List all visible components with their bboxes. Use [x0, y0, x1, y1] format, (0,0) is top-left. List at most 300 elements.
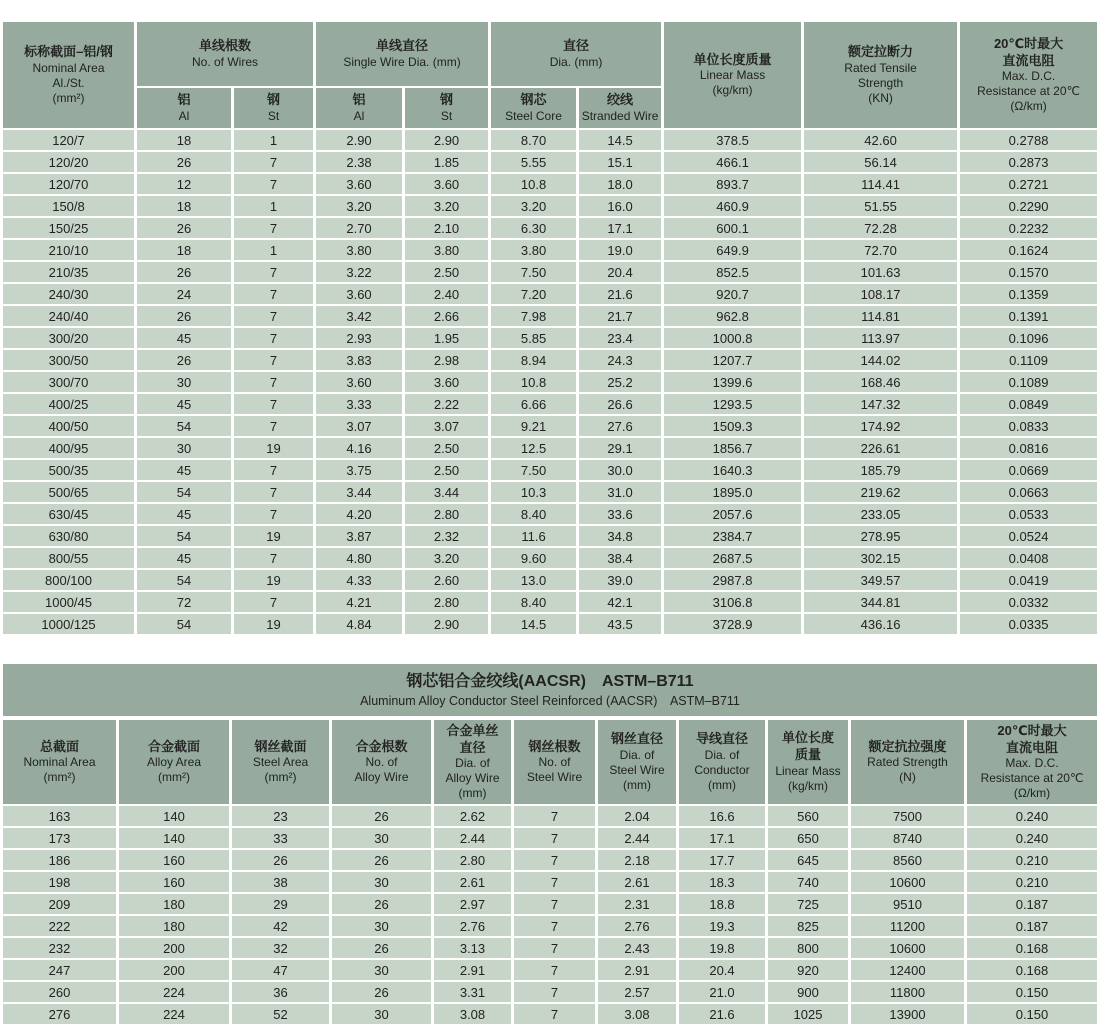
table-cell: 500/35 [3, 460, 134, 480]
table-cell: 0.2721 [960, 174, 1097, 194]
table-cell: 10.3 [491, 482, 576, 502]
table-cell: 0.210 [967, 872, 1097, 892]
table-cell: 45 [137, 394, 231, 414]
table-cell: 30 [137, 438, 231, 458]
table-cell: 0.240 [967, 828, 1097, 848]
table-cell: 7.98 [491, 306, 576, 326]
table-cell: 26 [332, 982, 431, 1002]
table-row [3, 938, 1097, 958]
table-cell: 7 [234, 548, 313, 568]
table-row [3, 614, 1097, 634]
table-row [3, 328, 1097, 348]
table-cell: 1399.6 [664, 372, 801, 392]
table-cell: 725 [768, 894, 848, 914]
table-cell: 3.08 [434, 1004, 511, 1024]
table-cell: 26 [232, 850, 329, 870]
table-cell: 10600 [851, 872, 964, 892]
table-cell: 8.70 [491, 130, 576, 150]
table-row [3, 460, 1097, 480]
table-cell: 1 [234, 196, 313, 216]
table-cell: 13.0 [491, 570, 576, 590]
table-cell: 1293.5 [664, 394, 801, 414]
table-cell: 42.60 [804, 130, 957, 150]
th-linear-mass-2: 单位长度 质量 Linear Mass (kg/km) [768, 720, 848, 805]
table-cell: 19 [234, 438, 313, 458]
table-cell: 29 [232, 894, 329, 914]
aacsr-table-header [3, 720, 1097, 805]
table-cell: 0.1096 [960, 328, 1097, 348]
table-cell: 800 [768, 938, 848, 958]
table-cell: 2.98 [405, 350, 488, 370]
table-cell: 0.1570 [960, 262, 1097, 282]
table-cell: 2.90 [316, 130, 402, 150]
table-cell: 800/55 [3, 548, 134, 568]
table-cell: 25.2 [579, 372, 661, 392]
table-cell: 825 [768, 916, 848, 936]
table-cell: 7 [234, 152, 313, 172]
table-cell: 14.5 [579, 130, 661, 150]
table-cell: 3.60 [316, 284, 402, 304]
table-cell: 1895.0 [664, 482, 801, 502]
table-cell: 300/50 [3, 350, 134, 370]
table-cell: 3.13 [434, 938, 511, 958]
table-cell: 24 [137, 284, 231, 304]
th-nominal-area: 标称截面–铝/钢 Nominal Area Al./St. (mm²) [3, 22, 134, 128]
acsr-table-header [3, 22, 1097, 128]
table-cell: 6.30 [491, 218, 576, 238]
table-cell: 1000/125 [3, 614, 134, 634]
table-cell: 2.38 [316, 152, 402, 172]
th-dia-alloy-wire: 合金单丝 直径 Dia. of Alloy Wire (mm) [434, 720, 511, 805]
table-cell: 3.83 [316, 350, 402, 370]
table-cell: 0.187 [967, 894, 1097, 914]
table-cell: 0.0816 [960, 438, 1097, 458]
th-steel-core: 钢芯 Steel Core [491, 88, 576, 128]
table-cell: 14.5 [491, 614, 576, 634]
table-cell: 12.5 [491, 438, 576, 458]
table-cell: 260 [3, 982, 116, 1002]
table-cell: 29.1 [579, 438, 661, 458]
table-cell: 200 [119, 938, 229, 958]
table-cell: 113.97 [804, 328, 957, 348]
table-cell: 600.1 [664, 218, 801, 238]
table-cell: 0.1359 [960, 284, 1097, 304]
table-cell: 3728.9 [664, 614, 801, 634]
table-cell: 7 [514, 1004, 595, 1024]
table-cell: 400/95 [3, 438, 134, 458]
table-cell: 2.10 [405, 218, 488, 238]
table-cell: 198 [3, 872, 116, 892]
table-cell: 2.50 [405, 438, 488, 458]
aacsr-title-en: Aluminum Alloy Conductor Steel Reinforced (AACSR) ASTM–B711 [360, 694, 740, 709]
table-cell: 72.70 [804, 240, 957, 260]
table-cell: 2.43 [598, 938, 676, 958]
table-cell: 185.79 [804, 460, 957, 480]
table-cell: 0.0524 [960, 526, 1097, 546]
table-cell: 962.8 [664, 306, 801, 326]
table-cell: 247 [3, 960, 116, 980]
table-row [3, 548, 1097, 568]
table-cell: 740 [768, 872, 848, 892]
table-cell: 3.42 [316, 306, 402, 326]
table-cell: 0.168 [967, 938, 1097, 958]
table-cell: 8.94 [491, 350, 576, 370]
table-cell: 7 [514, 828, 595, 848]
table-cell: 26.6 [579, 394, 661, 414]
table-cell: 0.1089 [960, 372, 1097, 392]
table-row [3, 504, 1097, 524]
table-cell: 32 [232, 938, 329, 958]
table-cell: 0.150 [967, 982, 1097, 1002]
table-cell: 800/100 [3, 570, 134, 590]
th-nominal-area-en: Nominal Area [32, 60, 105, 75]
table-cell: 101.63 [804, 262, 957, 282]
th-dia: 直径 Dia. (mm) [491, 22, 661, 86]
table-cell: 7.50 [491, 262, 576, 282]
table-cell: 9.60 [491, 548, 576, 568]
th-single-wire-dia: 单线直径 Single Wire Dia. (mm) [316, 22, 488, 86]
table-cell: 11800 [851, 982, 964, 1002]
table-cell: 2.31 [598, 894, 676, 914]
table-row [3, 828, 1097, 848]
table-cell: 4.84 [316, 614, 402, 634]
table-cell: 5.55 [491, 152, 576, 172]
th-wires-st: 钢 St [234, 88, 313, 128]
table-cell: 2.18 [598, 850, 676, 870]
table-cell: 16.6 [679, 806, 765, 826]
table-cell: 12400 [851, 960, 964, 980]
table-cell: 4.21 [316, 592, 402, 612]
table-cell: 7 [234, 350, 313, 370]
table-cell: 1.95 [405, 328, 488, 348]
table-cell: 30 [332, 828, 431, 848]
table-cell: 7 [234, 306, 313, 326]
table-cell: 302.15 [804, 548, 957, 568]
table-cell: 0.168 [967, 960, 1097, 980]
table-cell: 7 [514, 938, 595, 958]
table-row [3, 960, 1097, 980]
table-cell: 4.80 [316, 548, 402, 568]
table-cell: 400/50 [3, 416, 134, 436]
table-cell: 8560 [851, 850, 964, 870]
table-cell: 0.1109 [960, 350, 1097, 370]
table-cell: 1000/45 [3, 592, 134, 612]
table-cell: 2.32 [405, 526, 488, 546]
table-cell: 378.5 [664, 130, 801, 150]
table-cell: 3.44 [316, 482, 402, 502]
table-cell: 144.02 [804, 350, 957, 370]
table-cell: 150/8 [3, 196, 134, 216]
table-cell: 2.80 [405, 504, 488, 524]
table-cell: 19.3 [679, 916, 765, 936]
table-cell: 3106.8 [664, 592, 801, 612]
table-cell: 0.0833 [960, 416, 1097, 436]
table-cell: 33.6 [579, 504, 661, 524]
table-cell: 3.20 [405, 548, 488, 568]
table-cell: 560 [768, 806, 848, 826]
table-cell: 240/30 [3, 284, 134, 304]
table-cell: 3.87 [316, 526, 402, 546]
table-cell: 17.7 [679, 850, 765, 870]
table-cell: 893.7 [664, 174, 801, 194]
table-cell: 30.0 [579, 460, 661, 480]
table-row [3, 394, 1097, 414]
header-group-row [3, 22, 1097, 86]
table-cell: 23.4 [579, 328, 661, 348]
table-cell: 180 [119, 916, 229, 936]
table-cell: 54 [137, 614, 231, 634]
aacsr-header-row [3, 720, 1097, 805]
table-cell: 21.6 [579, 284, 661, 304]
table-cell: 11.6 [491, 526, 576, 546]
table-cell: 8.40 [491, 504, 576, 524]
table-cell: 18.3 [679, 872, 765, 892]
table-row [3, 240, 1097, 260]
table-cell: 0.210 [967, 850, 1097, 870]
table-cell: 0.0419 [960, 570, 1097, 590]
table-cell: 173 [3, 828, 116, 848]
table-cell: 1640.3 [664, 460, 801, 480]
th-stranded-wire: 绞线 Stranded Wire [579, 88, 661, 128]
table-cell: 23 [232, 806, 329, 826]
table-cell: 30 [332, 916, 431, 936]
table-cell: 1 [234, 130, 313, 150]
th-no-of-wires: 单线根数 No. of Wires [137, 22, 313, 86]
table-cell: 26 [332, 938, 431, 958]
table-cell: 7 [514, 872, 595, 892]
table-cell: 4.20 [316, 504, 402, 524]
aacsr-table-body [3, 806, 1097, 1024]
table-cell: 344.81 [804, 592, 957, 612]
table-cell: 7 [514, 916, 595, 936]
table-cell: 232 [3, 938, 116, 958]
table-cell: 7 [234, 592, 313, 612]
table-cell: 1.85 [405, 152, 488, 172]
table-cell: 160 [119, 872, 229, 892]
table-cell: 1000.8 [664, 328, 801, 348]
table-cell: 54 [137, 570, 231, 590]
table-cell: 163 [3, 806, 116, 826]
table-cell: 27.6 [579, 416, 661, 436]
table-cell: 147.32 [804, 394, 957, 414]
table-cell: 45 [137, 548, 231, 568]
table-cell: 42 [232, 916, 329, 936]
table-cell: 160 [119, 850, 229, 870]
table-row [3, 894, 1097, 914]
table-cell: 0.1624 [960, 240, 1097, 260]
table-cell: 7 [234, 262, 313, 282]
table-cell: 224 [119, 1004, 229, 1024]
table-cell: 0.2290 [960, 196, 1097, 216]
table-cell: 0.2873 [960, 152, 1097, 172]
table-cell: 1025 [768, 1004, 848, 1024]
table-cell: 26 [137, 262, 231, 282]
table-cell: 0.0335 [960, 614, 1097, 634]
table-cell: 2.60 [405, 570, 488, 590]
table-cell: 920 [768, 960, 848, 980]
table-row [3, 262, 1097, 282]
table-cell: 43.5 [579, 614, 661, 634]
table-cell: 7.20 [491, 284, 576, 304]
table-cell: 2.50 [405, 262, 488, 282]
table-cell: 2.76 [434, 916, 511, 936]
table-cell: 10600 [851, 938, 964, 958]
th-steel-area: 钢丝截面 Steel Area (mm²) [232, 720, 329, 805]
table-cell: 2.44 [434, 828, 511, 848]
table-cell: 180 [119, 894, 229, 914]
table-cell: 0.0533 [960, 504, 1097, 524]
table-cell: 224 [119, 982, 229, 1002]
table-row [3, 218, 1097, 238]
table-cell: 0.240 [967, 806, 1097, 826]
table-cell: 3.80 [491, 240, 576, 260]
table-cell: 3.44 [405, 482, 488, 502]
table-row [3, 592, 1097, 612]
table-cell: 920.7 [664, 284, 801, 304]
th-wires-al: 铝 Al [137, 88, 231, 128]
table-cell: 7 [514, 894, 595, 914]
th-linear-mass: 单位长度质量 Linear Mass (kg/km) [664, 22, 801, 128]
table-cell: 210/35 [3, 262, 134, 282]
table-cell: 47 [232, 960, 329, 980]
table-cell: 45 [137, 504, 231, 524]
table-cell: 3.75 [316, 460, 402, 480]
table-cell: 0.0669 [960, 460, 1097, 480]
table-cell: 630/45 [3, 504, 134, 524]
table-cell: 186 [3, 850, 116, 870]
table-cell: 3.60 [405, 174, 488, 194]
table-cell: 2687.5 [664, 548, 801, 568]
table-row [3, 872, 1097, 892]
table-cell: 120/20 [3, 152, 134, 172]
table-cell: 18 [137, 196, 231, 216]
table-cell: 3.80 [316, 240, 402, 260]
table-cell: 31.0 [579, 482, 661, 502]
table-cell: 7 [234, 372, 313, 392]
table-cell: 0.0332 [960, 592, 1097, 612]
table-cell: 19.0 [579, 240, 661, 260]
th-no-alloy-wire: 合金根数 No. of Alloy Wire [332, 720, 431, 805]
table-cell: 114.81 [804, 306, 957, 326]
table-cell: 45 [137, 328, 231, 348]
th-total-area: 总截面 Nominal Area (mm²) [3, 720, 116, 805]
table-cell: 21.0 [679, 982, 765, 1002]
table-cell: 108.17 [804, 284, 957, 304]
table-cell: 7 [234, 394, 313, 414]
table-cell: 2.62 [434, 806, 511, 826]
table-cell: 34.8 [579, 526, 661, 546]
table-cell: 72 [137, 592, 231, 612]
table-row [3, 916, 1097, 936]
table-cell: 1856.7 [664, 438, 801, 458]
table-cell: 10.8 [491, 372, 576, 392]
table-cell: 349.57 [804, 570, 957, 590]
table-cell: 26 [332, 894, 431, 914]
table-cell: 460.9 [664, 196, 801, 216]
table-cell: 645 [768, 850, 848, 870]
th-rated-tensile-strength: 额定拉断力 Rated Tensile Strength (KN) [804, 22, 957, 128]
table-cell: 3.60 [316, 372, 402, 392]
table-cell: 2.70 [316, 218, 402, 238]
table-cell: 0.0408 [960, 548, 1097, 568]
table-cell: 24.3 [579, 350, 661, 370]
table-cell: 26 [137, 152, 231, 172]
table-cell: 56.14 [804, 152, 957, 172]
table-cell: 15.1 [579, 152, 661, 172]
table-cell: 2384.7 [664, 526, 801, 546]
table-cell: 42.1 [579, 592, 661, 612]
table-cell: 0.2232 [960, 218, 1097, 238]
table-cell: 2.50 [405, 460, 488, 480]
table-cell: 0.2788 [960, 130, 1097, 150]
table-cell: 20.4 [679, 960, 765, 980]
table-cell: 2.04 [598, 806, 676, 826]
table-cell: 2.80 [434, 850, 511, 870]
table-cell: 630/80 [3, 526, 134, 546]
table-cell: 2.22 [405, 394, 488, 414]
table-cell: 209 [3, 894, 116, 914]
table-cell: 500/65 [3, 482, 134, 502]
table-cell: 2.76 [598, 916, 676, 936]
table-cell: 240/40 [3, 306, 134, 326]
table-row [3, 526, 1097, 546]
table-cell: 3.20 [405, 196, 488, 216]
table-cell: 2.44 [598, 828, 676, 848]
table-cell: 17.1 [579, 218, 661, 238]
table-row [3, 350, 1097, 370]
table-cell: 3.60 [405, 372, 488, 392]
table-cell: 21.7 [579, 306, 661, 326]
table-cell: 900 [768, 982, 848, 1002]
table-cell: 649.9 [664, 240, 801, 260]
aacsr-title-zh: 钢芯铝合金绞线(AACSR) ASTM–B711 [406, 673, 694, 690]
table-cell: 0.187 [967, 916, 1097, 936]
table-cell: 120/7 [3, 130, 134, 150]
table-row [3, 306, 1097, 326]
table-cell: 10.8 [491, 174, 576, 194]
table-cell: 2.61 [598, 872, 676, 892]
table-cell: 278.95 [804, 526, 957, 546]
table-cell: 2.97 [434, 894, 511, 914]
table-row [3, 174, 1097, 194]
table-cell: 30 [137, 372, 231, 392]
table-cell: 3.08 [598, 1004, 676, 1024]
table-cell: 2.40 [405, 284, 488, 304]
table-cell: 2.61 [434, 872, 511, 892]
table-row [3, 284, 1097, 304]
th-dia-steel-wire: 钢丝直径 Dia. of Steel Wire (mm) [598, 720, 676, 805]
table-cell: 7 [234, 460, 313, 480]
table-cell: 3.60 [316, 174, 402, 194]
table-cell: 8740 [851, 828, 964, 848]
table-cell: 466.1 [664, 152, 801, 172]
table-cell: 26 [332, 806, 431, 826]
table-cell: 72.28 [804, 218, 957, 238]
table-cell: 852.5 [664, 262, 801, 282]
table-cell: 2.91 [598, 960, 676, 980]
th-rated-strength: 额定抗拉强度 Rated Strength (N) [851, 720, 964, 805]
table-cell: 0.150 [967, 1004, 1097, 1024]
table-cell: 51.55 [804, 196, 957, 216]
table-cell: 2.66 [405, 306, 488, 326]
table-cell: 1509.3 [664, 416, 801, 436]
table-cell: 2.91 [434, 960, 511, 980]
table-cell: 2.90 [405, 130, 488, 150]
table-cell: 1207.7 [664, 350, 801, 370]
table-cell: 7 [234, 174, 313, 194]
table-cell: 8.40 [491, 592, 576, 612]
table-cell: 210/10 [3, 240, 134, 260]
